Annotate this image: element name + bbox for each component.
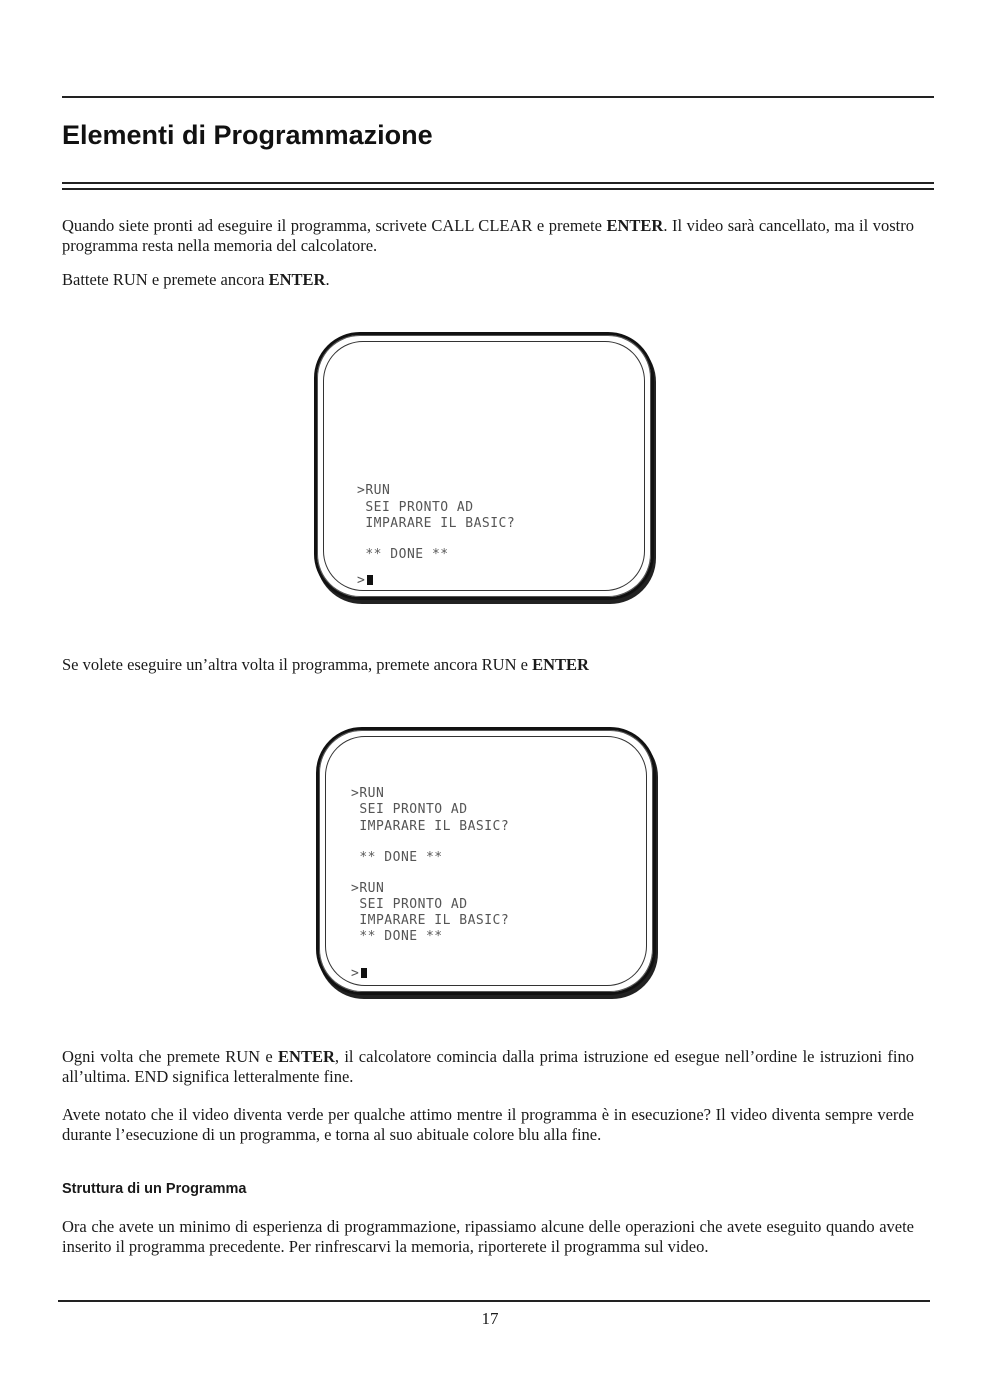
section-heading: Struttura di un Programma: [62, 1181, 247, 1197]
paragraph-text: , il calcolatore comincia dalla prima istruzione ed esegue nell’ordine le istruzioni fino all’ultima. END significa letteralmente fine.: [62, 1047, 914, 1086]
enter-key-label: ENTER: [278, 1047, 335, 1066]
screen-line: >RUN: [351, 881, 385, 896]
screen-line: IMPARARE IL BASIC?: [351, 819, 510, 834]
tv-screen-second-run: [316, 727, 656, 995]
page-title: Elementi di Programmazione: [62, 120, 433, 150]
enter-key-label: ENTER: [532, 655, 589, 674]
enter-key-label: ENTER: [606, 216, 664, 235]
screen-line: SEI PRONTO AD: [351, 802, 468, 817]
paragraph-text: Avete notato che il video diventa verde per qualche attimo mentre il programma è in esecuzione? Il video diventa sempre verde durante l’esecuzione di un programma, e torna al suo abituale colore blu alla fine.: [62, 1105, 914, 1144]
screen-line: ** DONE **: [351, 929, 443, 944]
screen-prompt: >: [351, 966, 360, 981]
cursor-icon: [361, 968, 367, 978]
screen-line: IMPARARE IL BASIC?: [357, 516, 516, 531]
screen-line: SEI PRONTO AD: [351, 897, 468, 912]
header-double-rule-bottom: [62, 188, 934, 190]
paragraph-screen-color: [62, 1105, 914, 1145]
paragraph-run: [62, 270, 914, 290]
paragraph-execution-order: [62, 1047, 914, 1087]
paragraph-call-clear: [62, 216, 914, 256]
footer-rule: [58, 1300, 930, 1302]
paragraph-text: Battete RUN e premete ancora: [62, 270, 269, 289]
paragraph-text: Ora che avete un minimo di esperienza di programmazione, ripassiamo alcune delle operazioni che avete eseguito quando avete inserito il programma precedente. Per rinfrescarvi la memoria, riporterete il programma sul video.: [62, 1217, 914, 1256]
screen-line: IMPARARE IL BASIC?: [351, 913, 510, 928]
screen-line: SEI PRONTO AD: [357, 500, 474, 515]
paragraph-run-again: [62, 655, 914, 675]
screen-line: >RUN: [351, 786, 385, 801]
screen-line: ** DONE **: [357, 547, 449, 562]
screen-prompt: >: [357, 573, 366, 588]
screen-line: >RUN: [357, 483, 391, 498]
paragraph-program-structure: [62, 1217, 914, 1257]
paragraph-text: Se volete eseguire un’altra volta il programma, premete ancora RUN e: [62, 655, 533, 674]
screen-line: ** DONE **: [351, 850, 443, 865]
header-double-rule-top: [62, 182, 934, 184]
screen-prompt-line: [357, 573, 373, 589]
page-number: 17: [481, 1309, 499, 1328]
paragraph-text: . Il video sarà cancellato, ma il vostro programma resta nella memoria del calcolatore.: [62, 216, 915, 255]
screen-prompt-line: [351, 966, 367, 982]
paragraph-text: Quando siete pronti ad eseguire il programma, scrivete CALL CLEAR e premete: [62, 216, 607, 235]
paragraph-text: Ogni volta che premete RUN e: [62, 1047, 279, 1066]
paragraph-text: .: [325, 270, 330, 289]
tv-screen-first-run: [314, 332, 654, 600]
header-top-rule: [62, 96, 934, 98]
enter-key-label: ENTER: [268, 270, 326, 289]
cursor-icon: [367, 575, 373, 585]
